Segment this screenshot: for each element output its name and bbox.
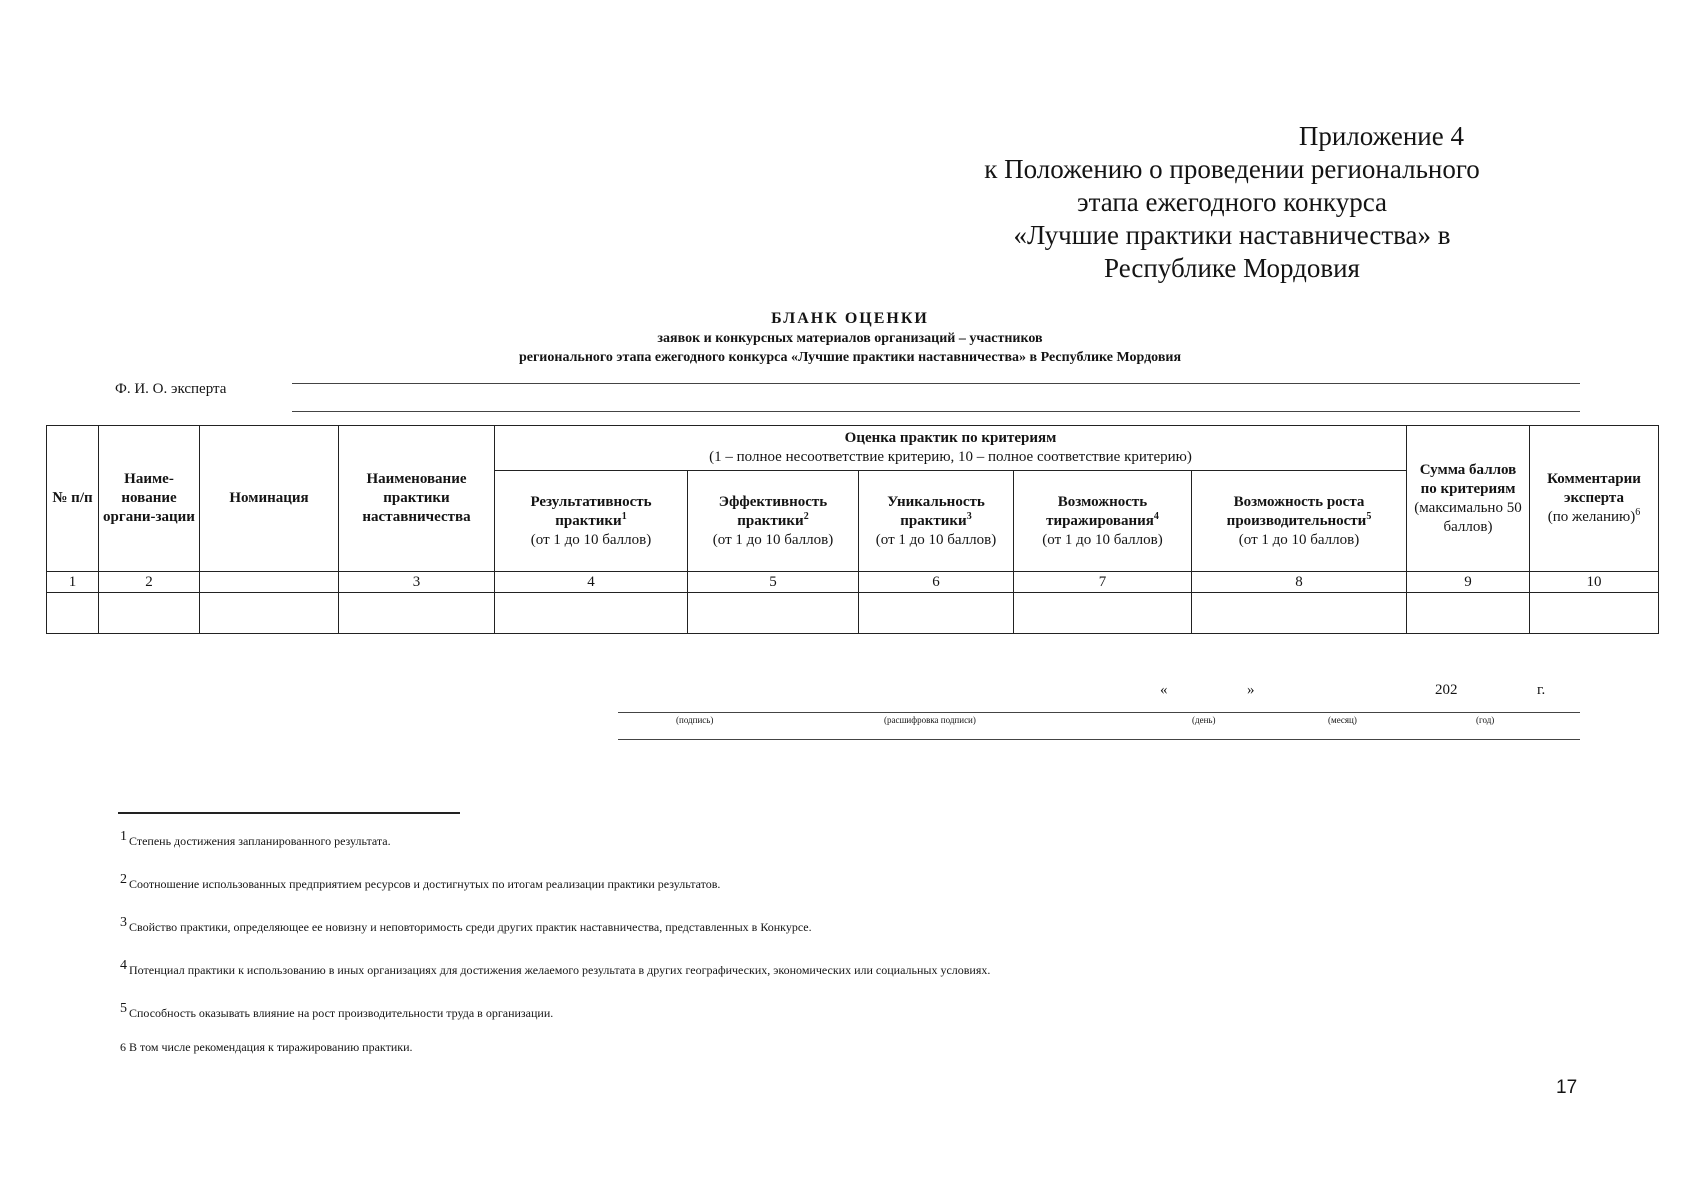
column-number: 6 bbox=[859, 572, 1014, 593]
form-title: БЛАНК ОЦЕНКИ bbox=[771, 310, 929, 327]
footnote-separator bbox=[118, 812, 460, 814]
caption-month: (месяц) bbox=[1328, 715, 1357, 725]
criteria-scale-note: (1 – полное несоответствие критерию, 10 – полное соответствие критерию) bbox=[709, 449, 1192, 465]
empty-cell[interactable] bbox=[859, 593, 1014, 634]
header-criterion: Возможность роста производительности$^5$ (от 1 до 10 баллов) bbox=[1192, 471, 1407, 572]
page-number: 17 bbox=[1556, 1077, 1578, 1098]
header-criteria-group: Оценка практик по критериям (1 – полное несоответствие критерию, 10 – полное соответствие критерию) bbox=[495, 426, 1407, 471]
column-number: 1 bbox=[47, 572, 99, 593]
caption-signature: (подпись) bbox=[676, 715, 714, 725]
column-number: 4 bbox=[495, 572, 688, 593]
footnote: 6 В том числе рекомендация к тиражированию практики. bbox=[120, 1040, 413, 1054]
form-subtitle: регионального этапа ежегодного конкурса «Лучшие практики наставничества» в Республике Мордовия bbox=[518, 350, 1182, 365]
footnote: $^2$ Соотношение использованных предприятием ресурсов и достигнутых по итогам реализации практики результатов. bbox=[120, 872, 721, 891]
expert-name-line bbox=[292, 411, 1580, 412]
expert-name-label: Ф. И. О. эксперта bbox=[115, 381, 227, 397]
header-criterion: Результативность практики$^1$ (от 1 до 10 баллов) bbox=[495, 471, 688, 572]
column-number: 9 bbox=[1407, 572, 1530, 593]
header-nomination: Номинация bbox=[200, 426, 339, 572]
empty-cell[interactable] bbox=[1014, 593, 1192, 634]
empty-cell[interactable] bbox=[200, 593, 339, 634]
appendix-line: Республике Мордовия bbox=[1104, 253, 1360, 283]
date-quote-close: » bbox=[1247, 682, 1255, 698]
table-row bbox=[47, 593, 1659, 634]
appendix-header bbox=[882, 120, 1582, 285]
header-num: № п/п bbox=[47, 426, 99, 572]
appendix-line: «Лучшие практики наставничества» в bbox=[1013, 220, 1451, 250]
signature-line bbox=[618, 739, 1580, 740]
empty-cell[interactable] bbox=[47, 593, 99, 634]
signature-line bbox=[618, 712, 1580, 713]
date-quote-open: « bbox=[1160, 682, 1168, 698]
appendix-line: к Положению о проведении регионального bbox=[984, 154, 1480, 184]
year-prefix: 202 bbox=[1435, 682, 1458, 698]
footnote: $^5$ Способность оказывать влияние на рост производительности труда в организации. bbox=[120, 1001, 554, 1020]
footnote: $^4$ Потенциал практики к использованию в иных организациях для достижения желаемого результата в других географических, экономических или социальных условиях. bbox=[120, 958, 991, 977]
header-practice-name: Наименование практики наставничества bbox=[339, 426, 495, 572]
column-number: 8 bbox=[1192, 572, 1407, 593]
empty-cell[interactable] bbox=[495, 593, 688, 634]
year-suffix: г. bbox=[1537, 682, 1546, 698]
footnote: $^3$ Свойство практики, определяющее ее новизну и неповторимость среди других практик наставничества, представленных в Конкурсе. bbox=[120, 915, 812, 934]
header-organization: Наиме-нование органи-зации bbox=[99, 426, 200, 572]
empty-cell[interactable] bbox=[99, 593, 200, 634]
empty-cell[interactable] bbox=[339, 593, 495, 634]
empty-cell[interactable] bbox=[688, 593, 859, 634]
expert-name-line bbox=[292, 383, 1580, 384]
empty-cell[interactable] bbox=[1192, 593, 1407, 634]
caption-day: (день) bbox=[1192, 715, 1216, 725]
evaluation-table bbox=[46, 425, 1659, 634]
header-criterion: Уникальность практики$^3$ (от 1 до 10 баллов) bbox=[859, 471, 1014, 572]
empty-cell[interactable] bbox=[1407, 593, 1530, 634]
appendix-line: этапа ежегодного конкурса bbox=[1077, 187, 1387, 217]
column-number: 7 bbox=[1014, 572, 1192, 593]
column-number: 2 bbox=[99, 572, 200, 593]
caption-year: (год) bbox=[1476, 715, 1495, 725]
column-number: 10 bbox=[1530, 572, 1659, 593]
column-number: 3 bbox=[339, 572, 495, 593]
footnote: $^1$ Степень достижения запланированного результата. bbox=[120, 829, 391, 848]
header-criterion: Возможность тиражирования$^4$ (от 1 до 10 баллов) bbox=[1014, 471, 1192, 572]
caption-decoding: (расшифровка подписи) bbox=[884, 715, 976, 725]
header-criterion: Эффективность практики$^2$ (от 1 до 10 баллов) bbox=[688, 471, 859, 572]
header-sum: Сумма баллов по критериям (максимально 50 баллов) bbox=[1407, 426, 1530, 572]
form-title-block bbox=[350, 309, 1350, 367]
appendix-line: Приложение 4 bbox=[1298, 121, 1464, 151]
column-number: 5 bbox=[688, 572, 859, 593]
header-comments: Комментарии эксперта (по желанию)$^6$ bbox=[1530, 426, 1659, 572]
form-subtitle: заявок и конкурсных материалов организаций – участников bbox=[657, 331, 1043, 346]
column-number bbox=[200, 572, 339, 593]
empty-cell[interactable] bbox=[1530, 593, 1659, 634]
